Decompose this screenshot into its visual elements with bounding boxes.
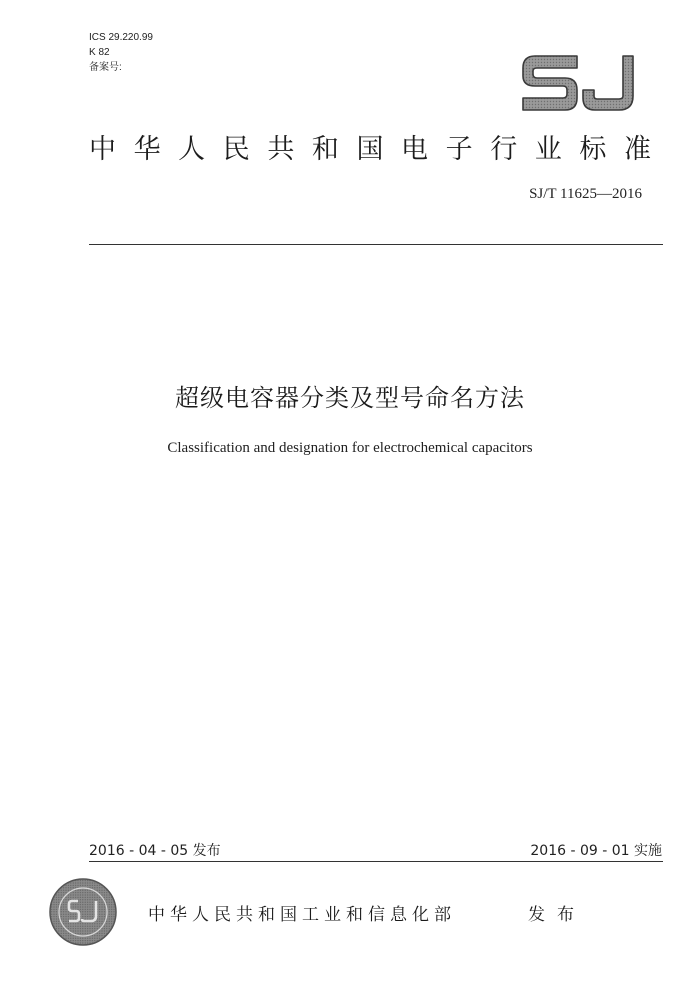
ccs-code: K 82	[89, 47, 110, 58]
ministry-seal-icon	[48, 877, 118, 947]
issue-action: 发布	[528, 905, 586, 925]
standard-category-char: 国	[356, 134, 384, 165]
standard-category-title	[89, 128, 651, 172]
standard-number: SJ/T 11625—2016	[529, 186, 642, 202]
ics-code: ICS 29.220.99	[89, 32, 153, 43]
standard-category-char: 华	[133, 134, 161, 165]
issuing-authority: 中华人民共和国工业和信息化部	[148, 905, 456, 925]
standard-category-char: 子	[445, 134, 473, 165]
implementation-date: 2016 - 09 - 01 实施	[530, 843, 662, 859]
standard-category-char: 标	[579, 134, 607, 165]
document-title-en: Classification and designation for electrochemical capacitors	[167, 440, 533, 456]
issue-date: 2016 - 04 - 05 发布	[89, 843, 221, 859]
standard-category-char: 行	[490, 134, 518, 165]
footer-divider	[89, 861, 663, 862]
standard-category-char: 准	[623, 134, 651, 165]
header-divider	[89, 244, 663, 245]
standard-category-char: 中	[89, 134, 116, 165]
standard-category-char: 电	[401, 134, 429, 165]
standard-category-char: 业	[534, 134, 562, 165]
sj-logo	[519, 52, 637, 114]
standard-category-char: 人	[178, 134, 206, 165]
record-number-label: 备案号:	[89, 62, 122, 73]
standard-category-char: 共	[267, 134, 295, 165]
classification-block	[89, 30, 153, 75]
document-title-cn: 超级电容器分类及型号命名方法	[175, 384, 525, 412]
standard-category-char: 和	[311, 134, 339, 165]
standard-category-char: 民	[222, 134, 250, 165]
